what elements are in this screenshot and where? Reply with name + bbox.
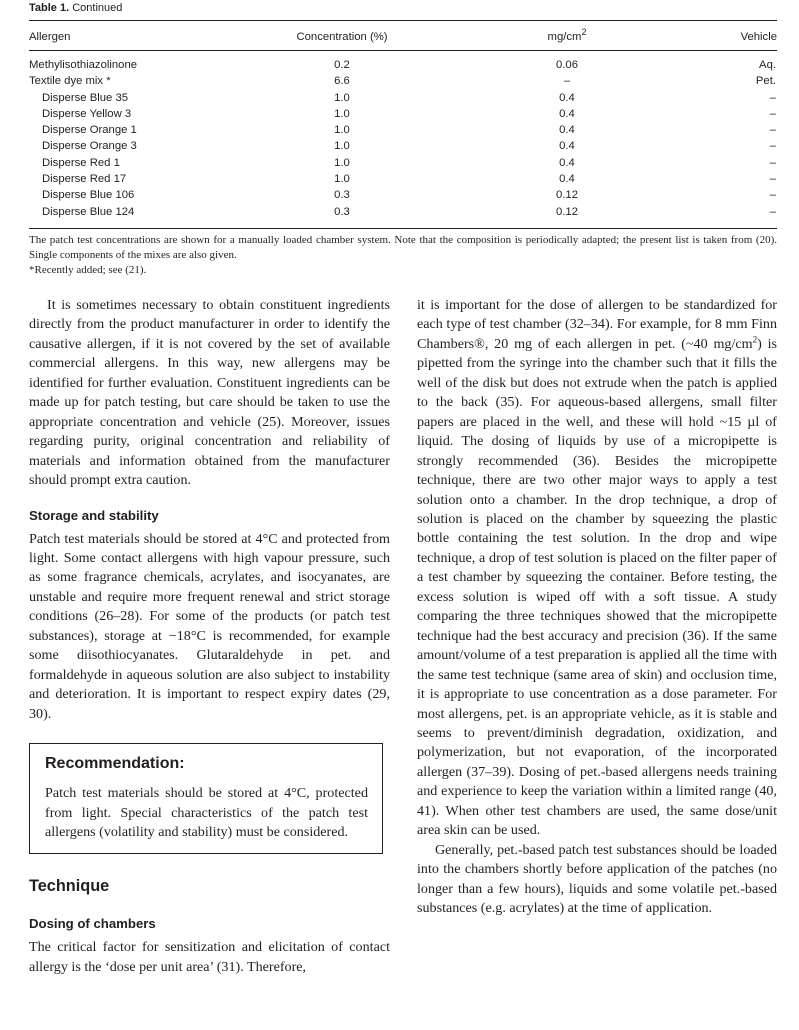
table-row	[0, 155, 799, 171]
table-continued: Continued	[72, 2, 123, 14]
cell-concentration: 6.6	[334, 75, 350, 88]
dosing-text-a: it is important for the dose of allergen to be standardized for each type of test chamber (32–34). For example, for 8 mm Finn Chambers®, 20 mg of each allergen in pet. (~40 mg/cm	[417, 297, 777, 352]
table-caption	[29, 2, 122, 14]
left-column	[29, 296, 390, 977]
dosing-continued-paragraph	[417, 296, 777, 841]
cell-vehicle: Pet.	[755, 75, 776, 88]
cell-mg-per-cm2: 0.4	[559, 124, 575, 137]
cell-mg-per-cm2: 0.4	[559, 140, 575, 153]
intro-paragraph: It is sometimes necessary to obtain constituent ingredients directly from the product manufacturer in order to identify the causative allergen, if it is not covered by the set of available commercial allergens. In this way, new allergens may be identified for further evaluation. Constituent ingredients can be made up for patch testing, but care should be taken to use the appropriate concentration and vehicle (25). Moreover, issues regarding purity, original concentration and reliability of materials and information obtained from the manufacturer should prompt extra caution.	[29, 297, 390, 489]
header-vehicle: Vehicle	[740, 31, 777, 43]
footnote-star: *Recently added; see (21).	[29, 264, 147, 277]
header-mg-unit: mg/cm	[547, 31, 582, 43]
cell-allergen: Disperse Yellow 3	[42, 107, 132, 120]
table-row	[0, 204, 799, 220]
cell-vehicle: –	[769, 107, 776, 120]
cell-allergen: Disperse Orange 1	[42, 124, 137, 137]
cell-vehicle: –	[769, 173, 776, 186]
footnote-main: The patch test concentrations are shown for a manually loaded chamber system. Note that the composition is periodically adapted; the present list is taken from (20). Single components of the mixes are also given.	[29, 234, 777, 262]
storage-heading: Storage and stability	[29, 507, 159, 523]
cell-allergen: Disperse Blue 35	[42, 91, 129, 104]
dosing-text-sup: 2	[752, 334, 758, 345]
table-row	[0, 90, 799, 106]
recommendation-title: Recommendation:	[45, 755, 185, 773]
recommendation-text: Patch test materials should be stored at 4°C, protected from light. Special characteristics of the patch test allergens (volatility and stability) must be considered.	[45, 785, 368, 840]
recommendation-box	[29, 743, 383, 854]
cell-vehicle: –	[769, 156, 776, 169]
cell-vehicle: –	[769, 91, 776, 104]
cell-vehicle: –	[769, 124, 776, 137]
cell-concentration: 1.0	[334, 156, 350, 169]
table-bottom-rule	[29, 228, 777, 229]
cell-allergen: Disperse Red 1	[42, 156, 120, 169]
table-row	[0, 57, 799, 73]
cell-concentration: 1.0	[334, 107, 350, 120]
header-concentration: Concentration (%)	[296, 31, 388, 43]
cell-vehicle: –	[769, 140, 776, 153]
loading-paragraph: Generally, pet.-based patch test substances should be loaded into the chambers shortly before application of the patches (no longer than a few hours), liquids and some volatile pet.-based substances (e.g. acrylates) at the time of application.	[417, 841, 777, 917]
table-row	[0, 138, 799, 154]
cell-allergen: Methylisothiazolinone	[29, 59, 138, 71]
cell-vehicle: –	[769, 205, 776, 218]
cell-concentration: 1.0	[334, 91, 350, 104]
table-row	[0, 106, 799, 122]
cell-vehicle: –	[769, 189, 776, 202]
storage-paragraph: Patch test materials should be stored at 4°C and protected from light. Some contact allergens with high vapour pressure, such as some fragrance chemicals, acrylates, and isocyanates, are unstable and require more frequent renewal and strict storage conditions (26–28). For some of the products (or patch test substances), storage at −18°C is recommended, for example some diisothiocyanates. Glutaraldehyde in pet. and formaldehyde in aqueous solution are also subject to instability and deterioration. It is important to respect expiry dates (29, 30).	[29, 530, 390, 722]
table-body	[0, 57, 799, 220]
header-allergen: Allergen	[29, 31, 71, 43]
cell-concentration: 0.3	[334, 205, 350, 218]
cell-mg-per-cm2: 0.12	[556, 205, 578, 218]
cell-concentration: 1.0	[334, 140, 350, 153]
cell-allergen: Disperse Blue 124	[42, 205, 135, 218]
table-header-rule	[29, 50, 777, 51]
cell-mg-per-cm2: –	[563, 75, 571, 88]
cell-allergen: Disperse Red 17	[42, 173, 127, 186]
table-row	[0, 73, 799, 89]
cell-vehicle: Aq.	[759, 59, 776, 71]
cell-mg-per-cm2: 0.4	[559, 91, 575, 104]
cell-allergen: Disperse Blue 106	[42, 189, 135, 202]
cell-concentration: 0.3	[334, 189, 350, 202]
header-mg-sup: 2	[581, 27, 587, 38]
cell-mg-per-cm2: 0.12	[556, 189, 578, 202]
header-mg-per-cm2	[535, 29, 599, 45]
table-row	[0, 187, 799, 203]
table-top-rule	[29, 20, 777, 21]
technique-heading: Technique	[29, 877, 110, 896]
table-row	[0, 122, 799, 138]
table-label: Table 1.	[29, 2, 70, 14]
dosing-text-b: ) is pipetted from the syringe into the chamber such that it fills the well of the disk but does not extrude when the patch is applied to the back (35). For aqueous-based allergens, small filter papers are placed in the well, and these will hold ~15 µl of liquid. The dosing of liquids by use of a micropipette is strongly recommended (36). Besides the micropipette technique, there are two other major ways to apply a test solution onto a chamber. In the drop technique, a drop of solution is placed on the chamber by squeezing the plastic bottle containing the test solution. In the drop and wipe technique, a drop of test solution is placed on the filter paper of a test chamber by squeezing the container. Before testing, the excess solution is wiped off with a soft tissue. A study comparing the three techniques showed that the micropipette technique had the best accuracy and precision (36). If the same amount/volume of a test preparation is applied all the time with the same test technique (same area of skin) and occlusion time, it is appropriate to use concentration as a dose parameter. For most allergens, pet. is an appropriate vehicle, as it is stable and seems to prevent/diminish degradation, oxidization, and polymerization, but not evaporation, of the incorporated allergen (37–39). Dosing of pet.-based allergens needs training and experience to keep the variation within a limited range (40, 41). When other test chambers are used, the same dose/unit area skin can be used.	[417, 335, 777, 839]
dosing-heading: Dosing of chambers	[29, 916, 156, 932]
cell-allergen: Textile dye mix *	[29, 75, 111, 88]
cell-allergen: Disperse Orange 3	[42, 140, 137, 153]
cell-mg-per-cm2: 0.06	[556, 59, 578, 71]
cell-mg-per-cm2: 0.4	[559, 107, 575, 120]
cell-mg-per-cm2: 0.4	[559, 173, 575, 186]
table-footnotes	[29, 233, 777, 279]
cell-concentration: 1.0	[334, 173, 350, 186]
dosing-paragraph: The critical factor for sensitization and elicitation of contact allergy is the ‘dose per unit area’ (31). Therefore,	[29, 939, 390, 975]
right-column	[417, 296, 777, 919]
cell-mg-per-cm2: 0.4	[559, 156, 575, 169]
table-row	[0, 171, 799, 187]
cell-concentration: 0.2	[334, 59, 350, 71]
cell-concentration: 1.0	[334, 124, 350, 137]
